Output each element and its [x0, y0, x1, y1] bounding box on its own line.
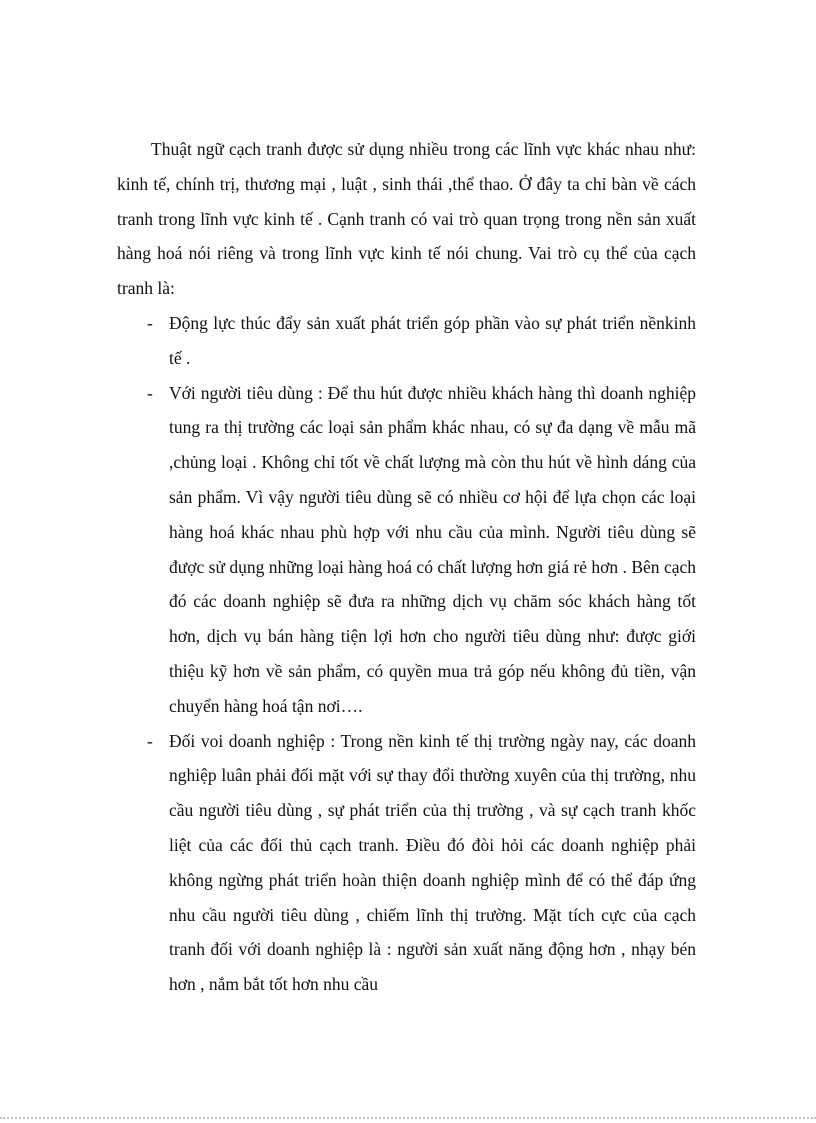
bullet-text: Với người tiêu dùng : Để thu hút được nhiều khách hàng thì doanh nghiệp tung ra thị trường các loại sản phẩm khác nhau, có sự đa dạng về mẫu mã ,chủng loại . Không chỉ tốt về chất lượng mà còn thu hút về hình dáng của sản phẩm. Vì vậy người tiêu dùng sẽ có nhiều cơ hội để lựa chọn các loại hàng hoá khác nhau phù hợp với nhu cầu của mình. Người tiêu dùng sẽ được sử dụng những loại hàng hoá có chất lượng hơn giá rẻ hơn . Bên cạch đó các doanh nghiệp sẽ đưa ra những dịch vụ chăm sóc khách hàng tốt hơn, dịch vụ bán hàng tiện lợi hơn cho người tiêu dùng như: được giới thiệu kỹ hơn về sản phẩm, có quyền mua trả góp nếu không đủ tiền, vận chuyển hàng hoá tận nơi…. [169, 382, 696, 716]
bullet-marker: - [147, 382, 153, 403]
bullet-item-consumers [117, 376, 696, 724]
bullet-item-enterprises [117, 724, 696, 1002]
page-bottom-edge [0, 1117, 816, 1119]
body-text [117, 132, 696, 1002]
bullet-marker: - [147, 730, 153, 751]
bullet-marker: - [147, 312, 153, 333]
bullet-text: Động lực thúc đẩy sản xuất phát triển góp phần vào sự phát triển nềnkinh tế . [169, 312, 696, 368]
bullet-text: Đối voi doanh nghiệp : Trong nền kinh tế thị trường ngày nay, các doanh nghiệp luân phải đối mặt với sự thay đổi thường xuyên của thị trường, nhu cầu người tiêu dùng , sự phát triển của thị trường , và sự cạch tranh khốc liệt của các đối thủ cạch tranh. Điều đó đòi hỏi các doanh nghiệp phải không ngừng phát triển hoàn thiện doanh nghiệp mình để có thể đáp ứng nhu cầu người tiêu dùng , chiếm lĩnh thị trường. Mặt tích cực của cạch tranh đối với doanh nghiệp là : người sản xuất năng động hơn , nhạy bén hơn , nắm bắt tốt hơn nhu cầu [169, 730, 696, 995]
bullet-list [117, 306, 696, 1002]
intro-paragraph: Thuật ngữ cạch tranh được sử dụng nhiều trong các lĩnh vực khác nhau như: kinh tế, chính trị, thương mại , luật , sinh thái ,thể thao. Ở đây ta chỉ bàn về cách tranh trong lĩnh vực kinh tế . Cạnh tranh có vai trò quan trọng trong nền sản xuất hàng hoá nói riêng và trong lĩnh vực kinh tế nói chung. Vai trò cụ thể của cạch tranh là: [117, 139, 696, 299]
bullet-item-economy-driver [117, 306, 696, 376]
